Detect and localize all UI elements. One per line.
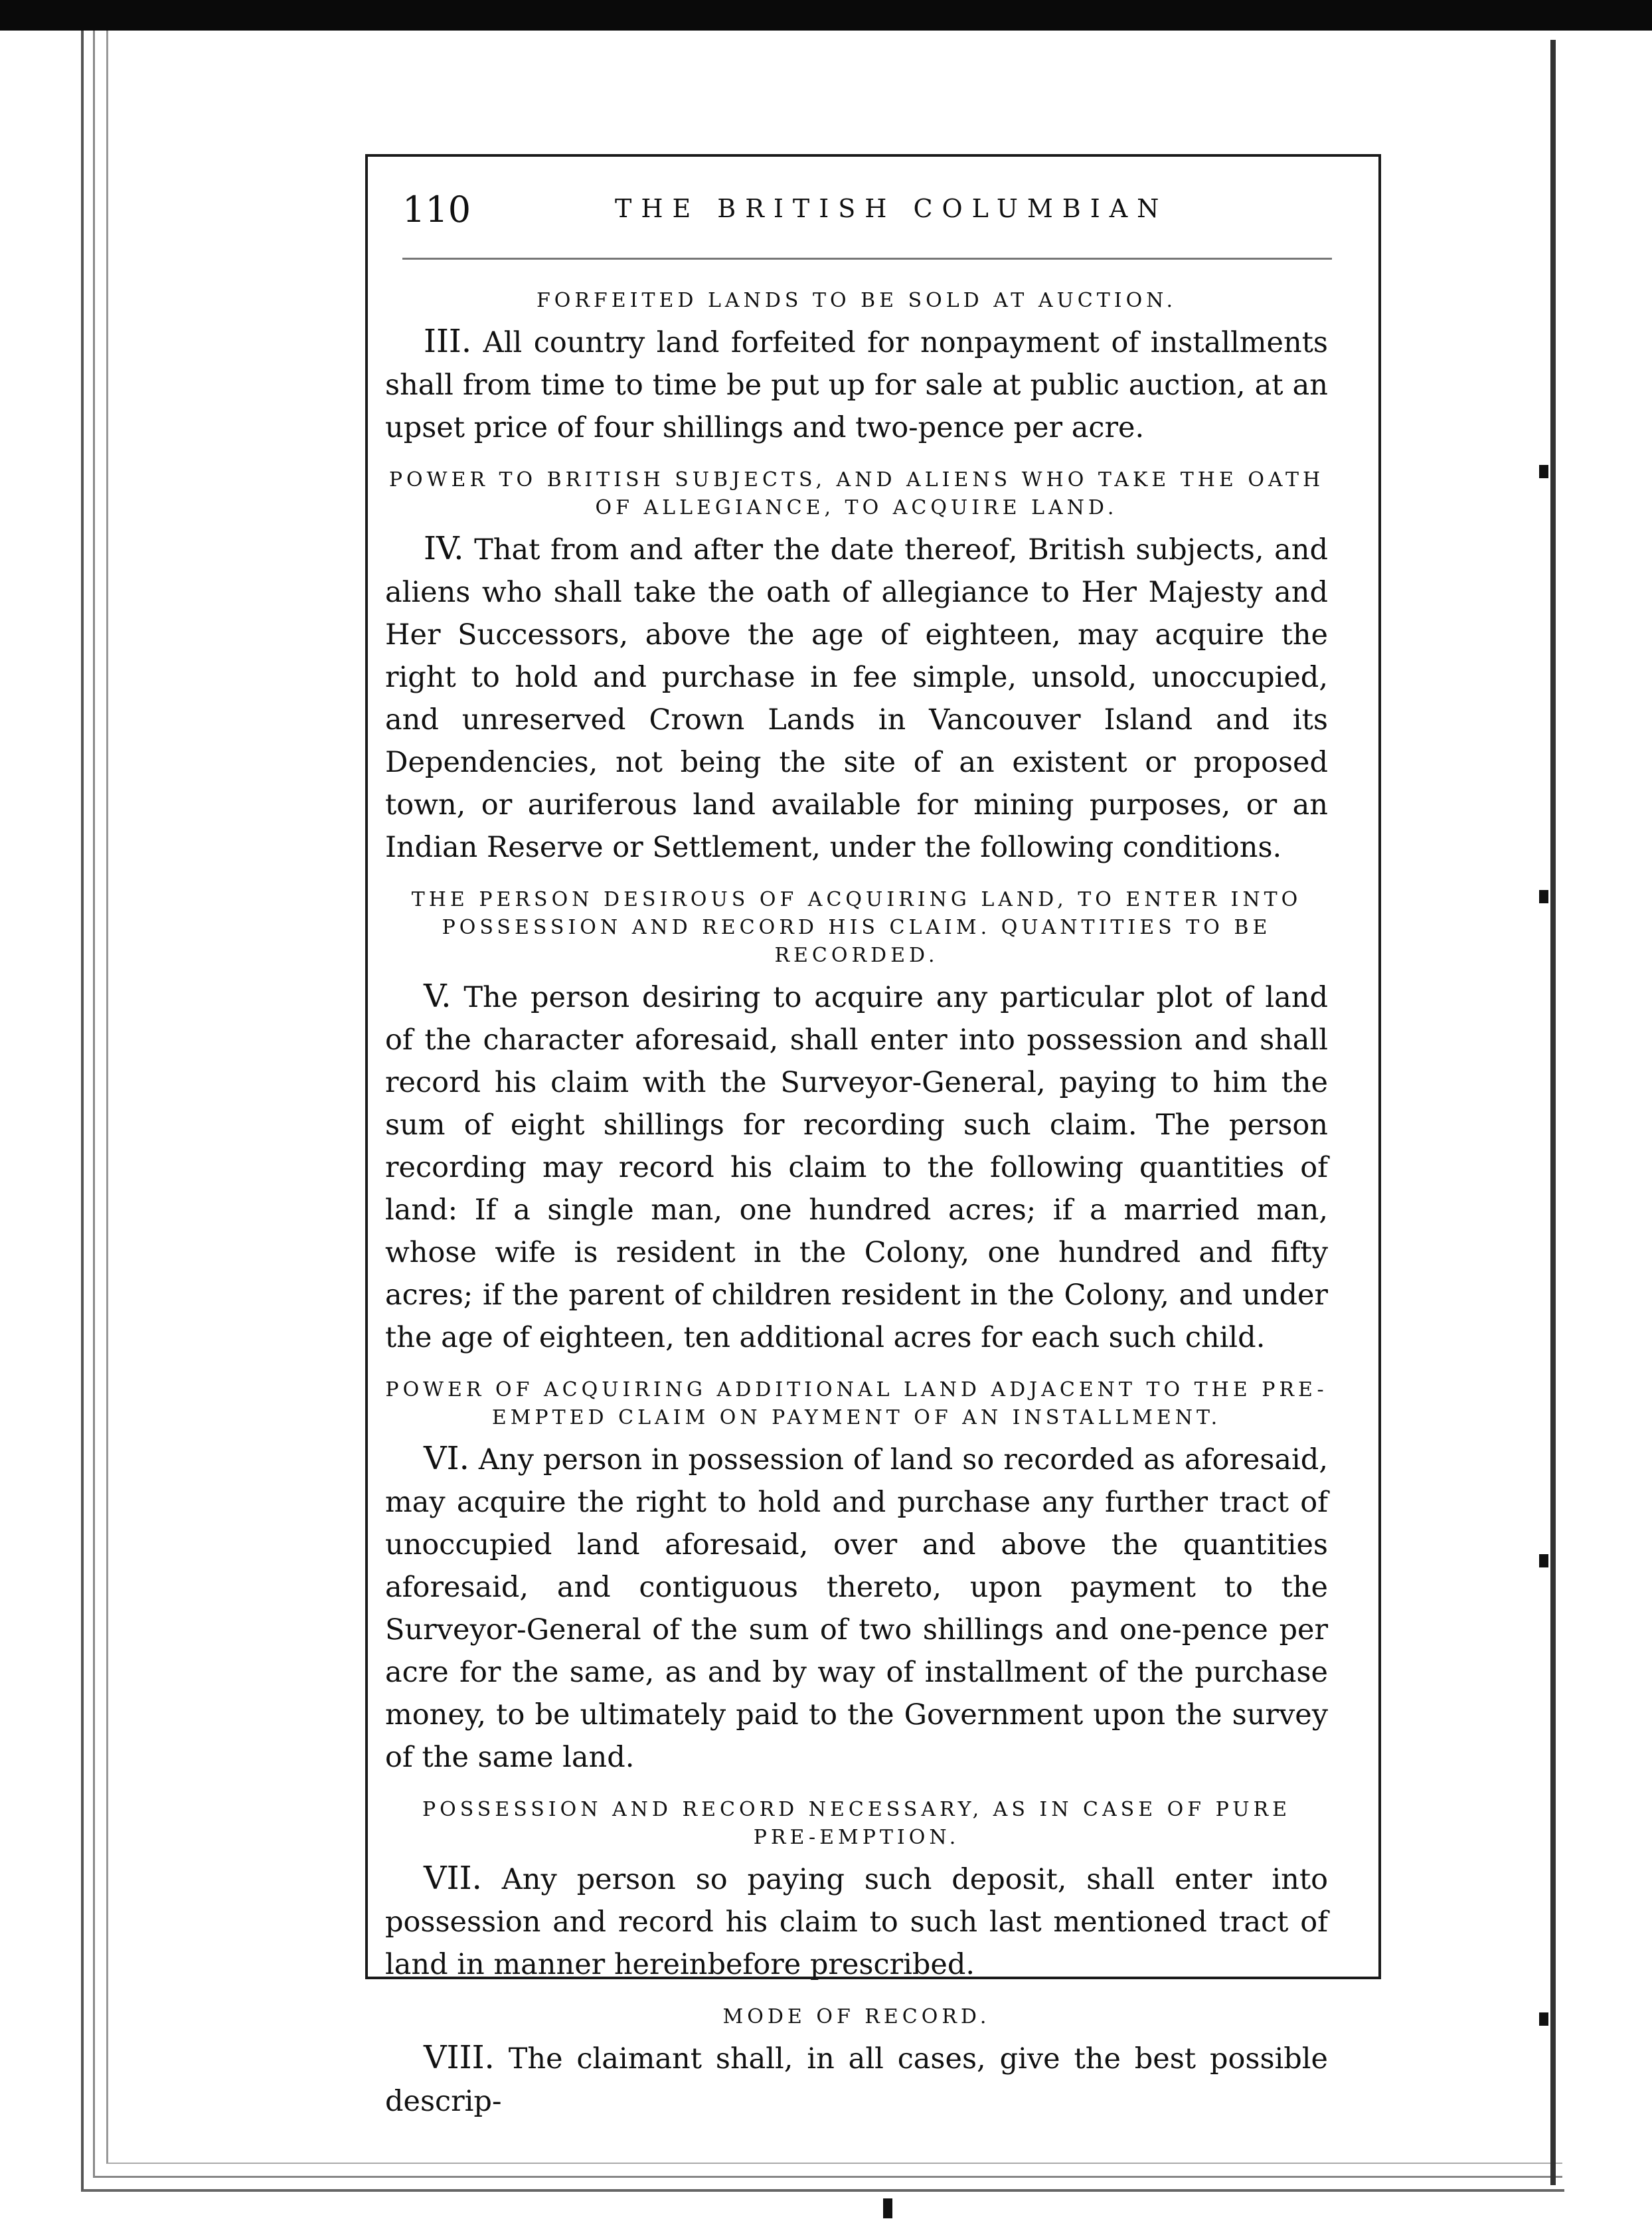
page-number: 110 (402, 189, 471, 230)
section-numeral: VI. (424, 1440, 469, 1477)
section-paragraph: VII. Any person so paying such deposit, shall enter into possession and record his claim to such last mentioned tract of land in manner hereinbefore prescribed. (385, 1860, 1329, 1981)
section-heading: THE PERSON DESIROUS OF ACQUIRING LAND, TO ENTER INTO POSSESSION AND RECORD HIS CLAIM. QUANTITIES TO BE RECORDED. (411, 888, 1302, 967)
section-paragraph: VIII. The claimant shall, in all cases, give the best possible descrip- (385, 2039, 1329, 2118)
scan-top-edge (0, 0, 1652, 31)
binding-edge (1550, 40, 1556, 2185)
section-numeral: V. (424, 978, 452, 1015)
section-iv (385, 466, 1328, 869)
scan-speck (1539, 2012, 1548, 2026)
section-iii (385, 287, 1328, 449)
section-heading: POSSESSION AND RECORD NECESSARY, AS IN CASE OF PURE PRE-EMPTION. (422, 1798, 1291, 1849)
section-viii (385, 2003, 1328, 2123)
scan-speck (1539, 1554, 1548, 1567)
scan-speck (1539, 465, 1548, 478)
section-heading: POWER TO BRITISH SUBJECTS, AND ALIENS WHO TAKE THE OATH OF ALLEGIANCE, TO ACQUIRE LAND. (388, 468, 1325, 519)
section-paragraph: IV. That from and after the date thereof, British subjects, and aliens who shall take the oath of allegiance to Her Majesty and Her Successors, above the age of eighteen, may acquire the right to hold and purchase in fee simple, unsold, unoccupied, and unreserved Crown Lands in Vancouver Island and its Dependencies, not being the site of an existent or proposed town, or auriferous land available for mining purposes, or an Indian Reserve or Settlement, under the following conditions. (385, 530, 1328, 864)
page-body (385, 287, 1328, 2123)
section-heading: MODE OF RECORD. (722, 2005, 991, 2028)
running-title: THE BRITISH COLUMBIAN (615, 194, 1169, 223)
page-header (402, 189, 1339, 235)
section-heading: POWER OF ACQUIRING ADDITIONAL LAND ADJACENT TO THE PRE-EMPTED CLAIM ON PAYMENT OF AN INSTALLMENT. (385, 1378, 1328, 1429)
section-paragraph: V. The person desiring to acquire any particular plot of land of the character aforesaid, shall enter into possession and shall record his claim with the Surveyor-General, paying to him the sum of eight shillings for recording such claim. The person recording may record his claim to the following quantities of land: If a single man, one hundred acres; if a married man, whose wife is resident in the Colony, one hundred and fifty acres; if the parent of children resident in the Colony, and under the age of eighteen, ten additional acres for each such child. (385, 978, 1328, 1354)
scan-speck (883, 2198, 892, 2218)
section-vi (385, 1376, 1328, 1779)
section-paragraph: III. All country land forfeited for nonpayment of installments shall from time to time be put up for sale at public auction, at an upset price of four shillings and two-pence per acre. (385, 323, 1329, 444)
section-heading: FORFEITED LANDS TO BE SOLD AT AUCTION. (536, 289, 1177, 312)
section-numeral: VII. (424, 1860, 482, 1897)
header-rule (402, 258, 1332, 260)
section-numeral: IV. (424, 530, 464, 567)
scan-speck (1539, 890, 1548, 903)
section-numeral: VIII. (424, 2039, 495, 2076)
section-vii (385, 1796, 1328, 1986)
section-paragraph: VI. Any person in possession of land so recorded as aforesaid, may acquire the right to hold and purchase any further tract of unoccupied land aforesaid, over and above the quantities aforesaid, and contiguous thereto, upon payment to the Surveyor-General of the sum of two shillings and one-pence per acre for the same, as and by way of installment of the purchase money, to be ultimately paid to the Government upon the survey of the same land. (385, 1440, 1328, 1774)
section-numeral: III. (424, 323, 472, 360)
section-v (385, 886, 1328, 1359)
